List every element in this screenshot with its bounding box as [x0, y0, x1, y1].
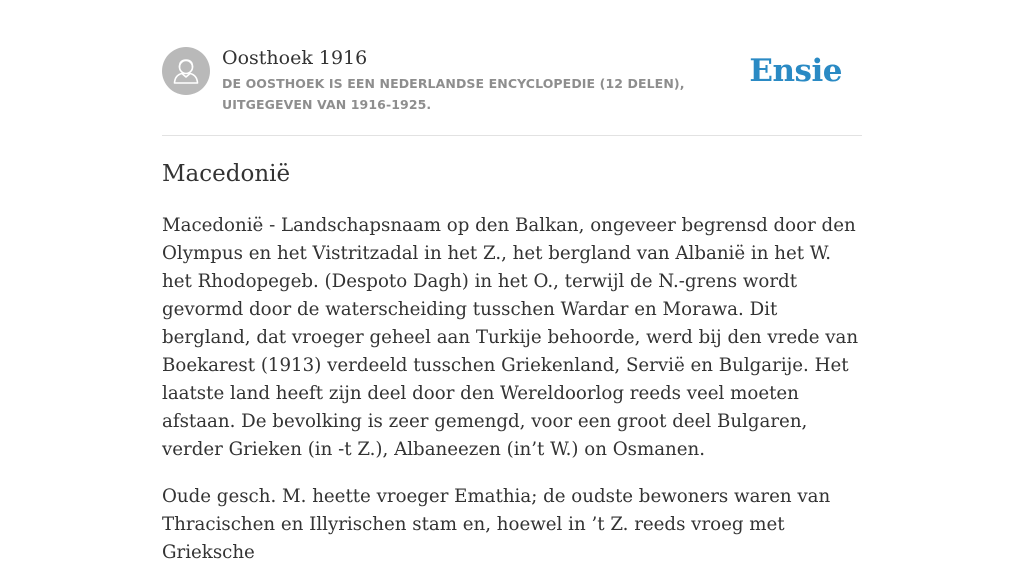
user-avatar-icon[interactable]	[162, 47, 210, 95]
source-header	[162, 45, 862, 125]
article-body	[162, 212, 862, 586]
source-description: DE OOSTHOEK IS EEN NEDERLANDSE ENCYCLOPEDIE (12 DELEN), UITGEGEVEN VAN 1916-1925.	[222, 76, 685, 112]
divider	[162, 135, 862, 136]
brand-logo[interactable]: Ensie	[749, 53, 842, 89]
article-paragraph: Macedonië - Landschapsnaam op den Balkan, ongeveer begrensd door den Olympus en het Vistritzadal in het Z., het bergland van Albanië in het W. het Rhodopegeb. (Despoto Dagh) in het O., terwijl de N.-grens wordt gevormd door de waterscheiding tusschen Wardar en Morawa. Dit bergland, dat vroeger geheel aan Turkije behoorde, werd bij den vrede van Boekarest (1913) verdeeld tusschen Griekenland, Servië en Bulgarije. Het laatste land heeft zijn deel door den Wereldoorlog reeds veel moeten afstaan. De bevolking is zeer gemengd, voor een groot deel Bulgaren, verder Grieken (in -t Z.), Albaneezen (in’t W.) on Osmanen.	[162, 215, 859, 460]
source-title[interactable]: Oosthoek 1916	[222, 47, 368, 69]
article-title: Macedonië	[162, 161, 291, 187]
article-paragraph: Oude gesch. M. heette vroeger Emathia; de oudste bewoners waren van Thracischen en Illyrischen stam en, hoewel in ’t Z. reeds vroeg met Grieksche	[162, 486, 831, 563]
